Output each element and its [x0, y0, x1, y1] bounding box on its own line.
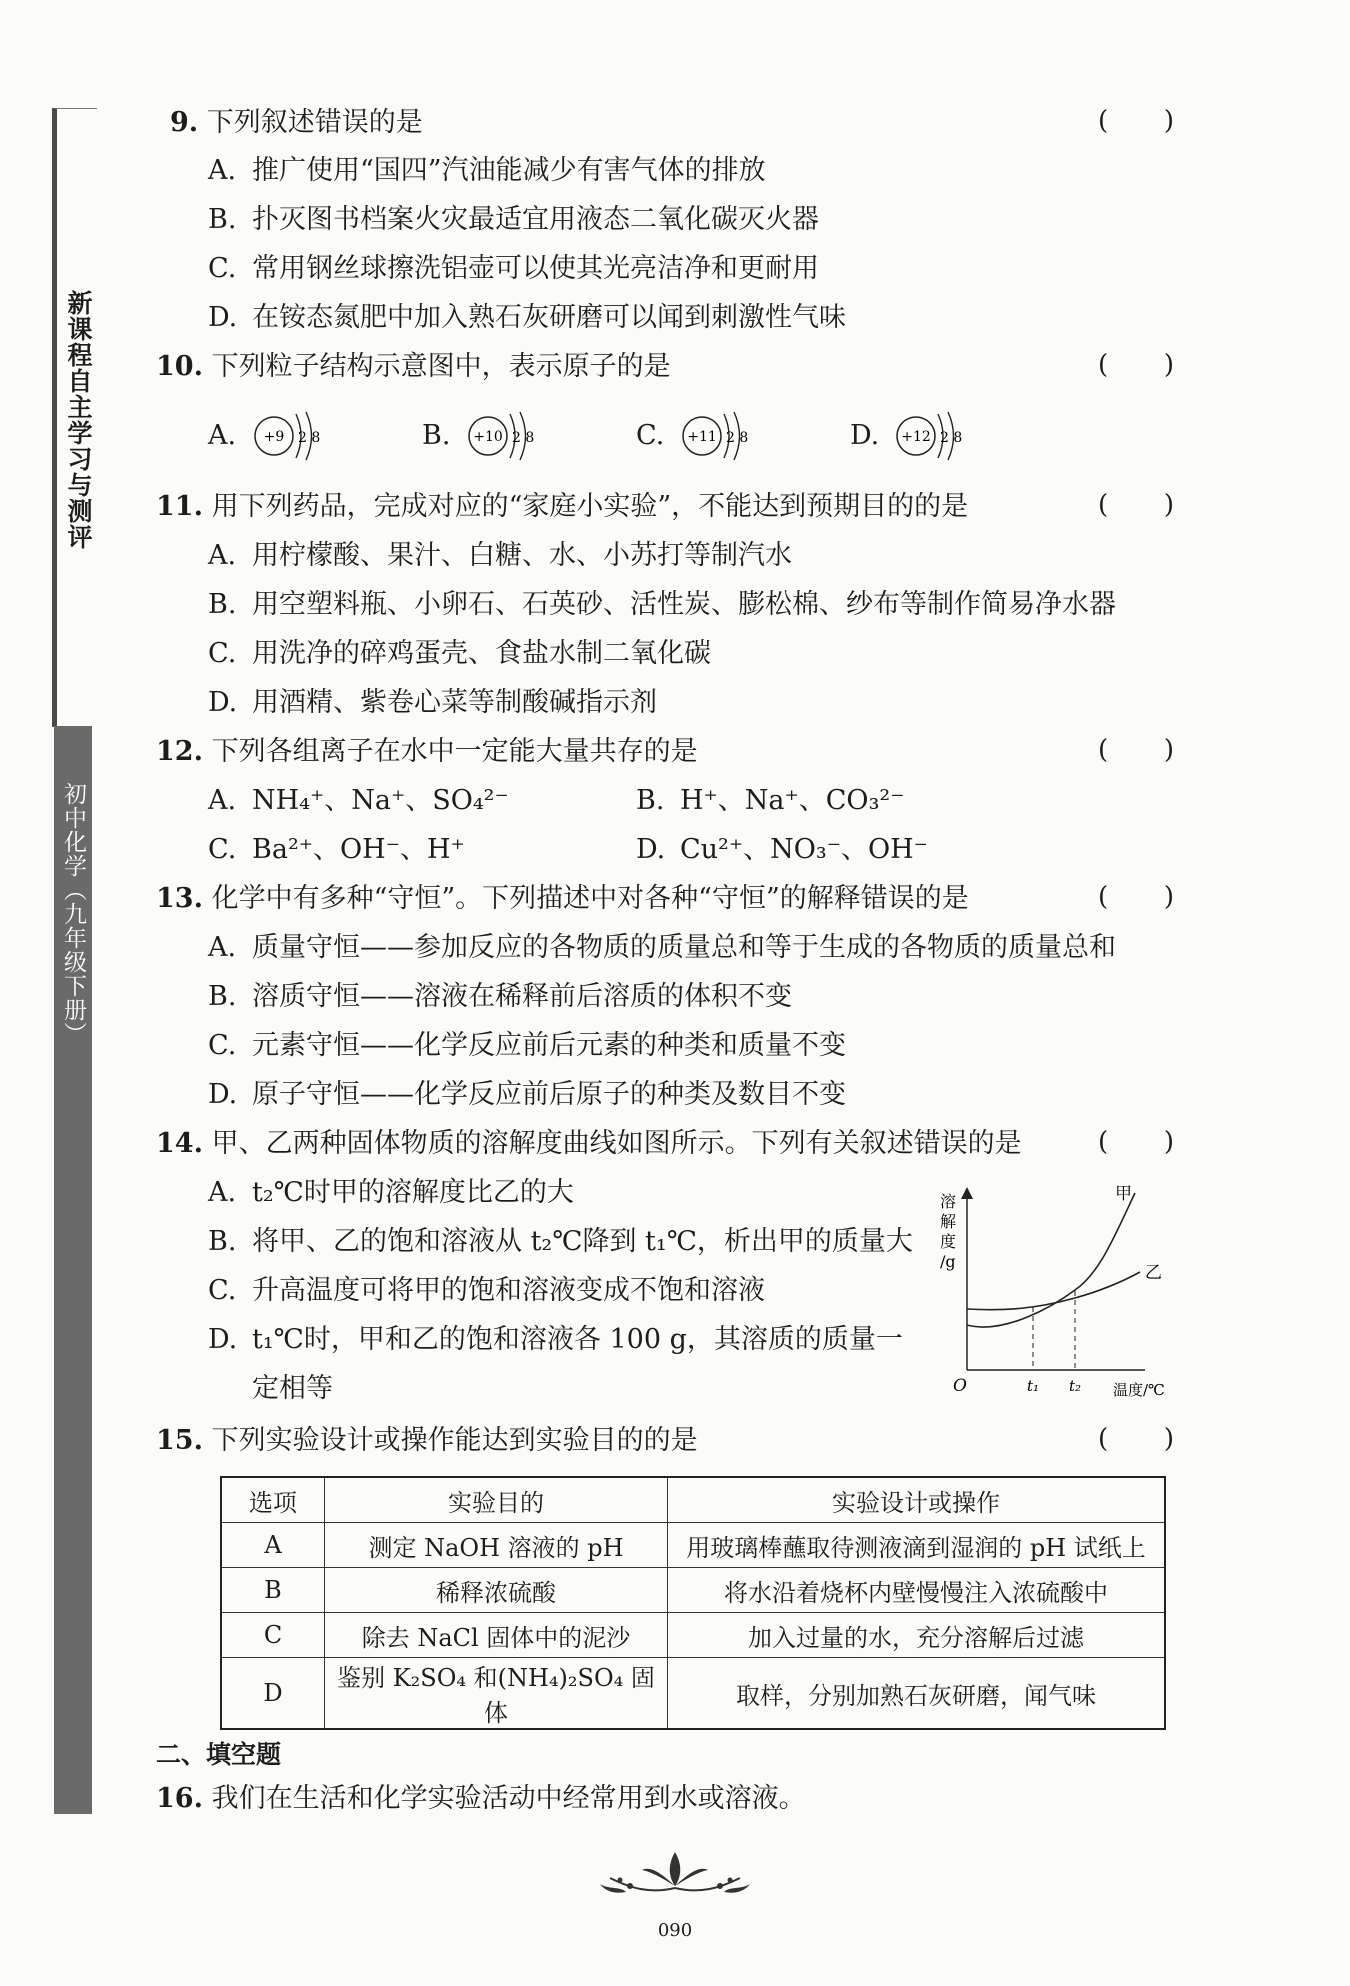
table-cell: B: [221, 1568, 325, 1613]
svg-text:+11: +11: [687, 429, 717, 445]
option-13c: C. 元素守恒——化学反应前后元素的种类和质量不变: [208, 1030, 846, 1061]
table-cell: 用玻璃棒蘸取待测液滴到湿润的 pH 试纸上: [668, 1523, 1166, 1568]
question-14-stem: 甲、乙两种固体物质的溶解度曲线如图所示。下列有关叙述错误的是: [211, 1128, 1022, 1159]
option-12a: A. NH₄⁺、Na⁺、SO₄²⁻: [208, 785, 509, 816]
question-12: 12. 下列各组离子在水中一定能大量共存的是: [156, 736, 698, 767]
question-12-stem: 下列各组离子在水中一定能大量共存的是: [211, 736, 698, 767]
experiment-table: [220, 1476, 1166, 1730]
answer-blank-12: ( ): [1098, 735, 1174, 765]
question-11: 11. 用下列药品，完成对应的“家庭小实验”，不能达到预期目的的是: [156, 491, 969, 522]
atom-structure-icon: [892, 408, 972, 464]
question-16-stem: 我们在生活和化学实验活动中经常用到水或溶液。: [211, 1783, 806, 1814]
xtick-t2: t₂: [1069, 1377, 1082, 1395]
question-13-stem: 化学中有多种“守恒”。下列描述中对各种“守恒”的解释错误的是: [211, 883, 969, 914]
svg-text:+10: +10: [473, 429, 503, 445]
table-cell: D: [221, 1658, 325, 1730]
table-cell: 测定 NaOH 溶液的 pH: [325, 1523, 668, 1568]
table-row: [221, 1568, 1165, 1613]
table-header: 实验目的: [325, 1477, 668, 1523]
answer-blank-10: ( ): [1098, 350, 1174, 380]
answer-blank-15: ( ): [1098, 1424, 1174, 1454]
table-row: [221, 1523, 1165, 1568]
series-label-yi: 乙: [1145, 1263, 1162, 1283]
option-11b: B. 用空塑料瓶、小卵石、石英砂、活性炭、膨松棉、纱布等制作简易净水器: [208, 589, 1116, 620]
svg-text:+12: +12: [901, 429, 931, 445]
section-title: 二、填空题: [156, 1740, 282, 1769]
option-14d: D. t₁℃时，甲和乙的饱和溶液各 100 g，其溶质的质量一: [208, 1324, 903, 1355]
xtick-t1: t₁: [1027, 1377, 1040, 1395]
answer-blank-9: ( ): [1098, 106, 1174, 136]
question-13: 13. 化学中有多种“守恒”。下列描述中对各种“守恒”的解释错误的是: [156, 883, 969, 914]
option-9d: D. 在铵态氮肥中加入熟石灰研磨可以闻到刺激性气味: [208, 302, 846, 333]
svg-text:+9: +9: [263, 429, 285, 445]
option-11c: C. 用洗净的碎鸡蛋壳、食盐水制二氧化碳: [208, 638, 711, 669]
table-cell: 将水沿着烧杯内壁慢慢注入浓硫酸中: [668, 1568, 1166, 1613]
svg-text:2 8: 2 8: [726, 430, 749, 446]
solubility-curve-chart: [935, 1185, 1185, 1405]
svg-text:2 8: 2 8: [940, 430, 963, 446]
origin-label: O: [953, 1376, 967, 1396]
atom-structure-icon: [464, 408, 544, 464]
option-13d: D. 原子守恒——化学反应前后原子的种类及数目不变: [208, 1079, 846, 1110]
y-axis-label-1: 溶: [940, 1192, 957, 1211]
option-12d: D. Cu²⁺、NO₃⁻、OH⁻: [636, 834, 928, 865]
answer-blank-14: ( ): [1098, 1127, 1174, 1157]
question-11-stem: 用下列药品，完成对应的“家庭小实验”，不能达到预期目的的是: [211, 491, 969, 522]
spine-subject: 初中化学（九年级下册）: [60, 782, 86, 1046]
table-cell: 取样，分别加熟石灰研磨，闻气味: [668, 1658, 1166, 1730]
option-13b: B. 溶质守恒——溶液在稀释前后溶质的体积不变: [208, 981, 792, 1012]
y-axis-label-4: /g: [940, 1252, 956, 1271]
table-row: [221, 1658, 1165, 1730]
question-14: 14. 甲、乙两种固体物质的溶解度曲线如图所示。下列有关叙述错误的是: [156, 1128, 1022, 1159]
page-number: 090: [657, 1920, 693, 1941]
option-9a: A. 推广使用“国四”汽油能减少有害气体的排放: [208, 155, 766, 186]
table-row: [221, 1613, 1165, 1658]
table-header: 实验设计或操作: [668, 1477, 1166, 1523]
table-cell: 加入过量的水，充分溶解后过滤: [668, 1613, 1166, 1658]
question-10: 10. 下列粒子结构示意图中，表示原子的是: [156, 351, 671, 382]
floral-ornament-icon: [590, 1842, 760, 1912]
answer-blank-11: ( ): [1098, 490, 1174, 520]
option-14b: B. 将甲、乙的饱和溶液从 t₂℃降到 t₁℃，析出甲的质量大: [208, 1226, 913, 1257]
question-15: 15. 下列实验设计或操作能达到实验目的的是: [156, 1425, 698, 1456]
option-12b: B. H⁺、Na⁺、CO₃²⁻: [636, 785, 905, 816]
question-9-stem: 下列叙述错误的是: [206, 107, 423, 138]
table-cell: 除去 NaCl 固体中的泥沙: [325, 1613, 668, 1658]
option-9b: B. 扑灭图书档案火灾最适宜用液态二氧化碳灭火器: [208, 204, 819, 235]
option-14a: A. t₂℃时甲的溶解度比乙的大: [208, 1177, 574, 1208]
option-14d-continued: 定相等: [252, 1373, 333, 1404]
y-axis-label-3: 度: [940, 1232, 957, 1251]
answer-blank-13: ( ): [1098, 882, 1174, 912]
option-11a: A. 用柠檬酸、果汁、白糖、水、小苏打等制汽水: [208, 540, 792, 571]
option-9c: C. 常用钢丝球擦洗铝壶可以使其光亮洁净和更耐用: [208, 253, 819, 284]
svg-text:2 8: 2 8: [512, 430, 535, 446]
y-axis-label-2: 解: [940, 1212, 957, 1231]
option-11d: D. 用酒精、紫卷心菜等制酸碱指示剂: [208, 687, 657, 718]
table-header: 选项: [221, 1477, 325, 1523]
question-16: 16. 我们在生活和化学实验活动中经常用到水或溶液。: [156, 1783, 806, 1814]
question-15-stem: 下列实验设计或操作能达到实验目的的是: [211, 1425, 698, 1456]
question-9: 9. 下列叙述错误的是: [170, 107, 423, 138]
table-cell: 鉴别 K₂SO₄ 和(NH₄)₂SO₄ 固体: [325, 1658, 668, 1730]
table-cell: C: [221, 1613, 325, 1658]
series-jia-curve: [967, 1193, 1135, 1327]
series-yi-curve: [967, 1272, 1140, 1310]
table-cell: A: [221, 1523, 325, 1568]
atom-structure-icon: [678, 408, 758, 464]
series-label-jia: 甲: [1115, 1185, 1132, 1204]
option-13a: A. 质量守恒——参加反应的各物质的质量总和等于生成的各物质的质量总和: [208, 932, 1116, 963]
spine-book-title: 新课程自主学习与测评: [64, 290, 93, 550]
option-12c: C. Ba²⁺、OH⁻、H⁺: [208, 834, 465, 865]
question-10-stem: 下列粒子结构示意图中，表示原子的是: [211, 351, 671, 382]
option-14c: C. 升高温度可将甲的饱和溶液变成不饱和溶液: [208, 1275, 765, 1306]
atom-structure-icon: [250, 408, 330, 464]
table-header-row: [221, 1477, 1165, 1523]
table-cell: 稀释浓硫酸: [325, 1568, 668, 1613]
x-axis-label: 温度/℃: [1113, 1381, 1165, 1399]
svg-text:2 8: 2 8: [298, 430, 321, 446]
